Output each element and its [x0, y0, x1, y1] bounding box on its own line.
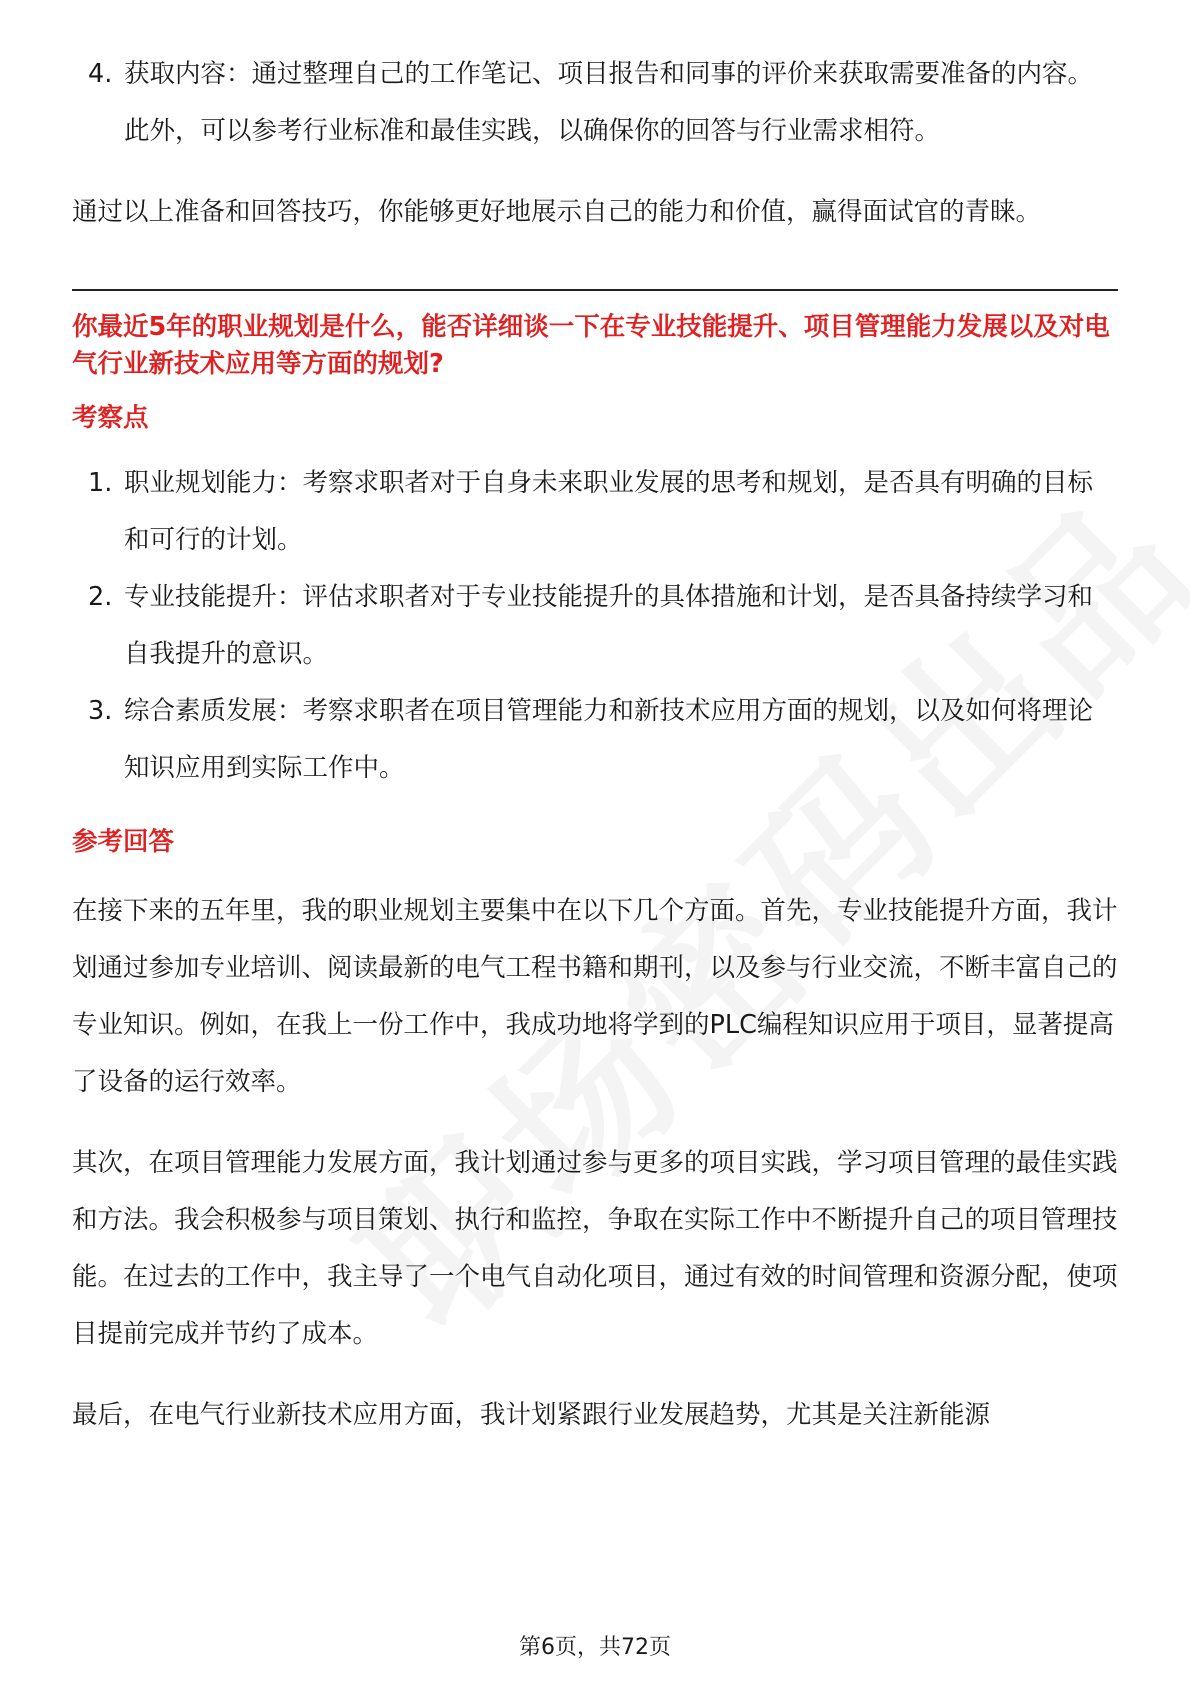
- list-item-number: 4.: [88, 59, 113, 89]
- answer-title: 参考回答: [72, 827, 175, 857]
- list-item-text: 专业技能提升：评估求职者对于专业技能提升的具体措施和计划，是否具备持续学习和自我提升的意识。: [124, 582, 1094, 669]
- intro-summary: 通过以上准备和回答技巧，你能够更好地展示自己的能力和价值，赢得面试官的青睐。: [72, 197, 1042, 227]
- answer-paragraph: 最后，在电气行业新技术应用方面，我计划紧跟行业发展趋势，尤其是关注新能源: [72, 1400, 991, 1430]
- list-item-text: 职业规划能力：考察求职者对于自身未来职业发展的思考和规划，是否具有明确的目标和可行的计划。: [124, 468, 1094, 555]
- list-item-number: 2.: [88, 582, 113, 612]
- focus-list: [72, 455, 1118, 797]
- list-item: [72, 46, 1118, 160]
- list-item-number: 1.: [88, 468, 113, 498]
- answer-paragraph: 在接下来的五年里，我的职业规划主要集中在以下几个方面。首先，专业技能提升方面，我计划通过参加专业培训、阅读最新的电气工程书籍和期刊，以及参与行业交流，不断丰富自己的专业知识。例如，在我上一份工作中，我成功地将学到的PLC编程知识应用于项目，显著提高了设备的运行效率。: [72, 896, 1118, 1097]
- list-item: [72, 569, 1118, 683]
- list-item: [72, 455, 1118, 569]
- list-item-text: 获取内容：通过整理自己的工作笔记、项目报告和同事的评价来获取需要准备的内容。此外，可以参考行业标准和最佳实践，以确保你的回答与行业需求相符。: [124, 59, 1094, 146]
- page-footer: 第6页，共72页: [519, 1635, 671, 1660]
- answer-paragraph: 其次，在项目管理能力发展方面，我计划通过参与更多的项目实践，学习项目管理的最佳实践和方法。我会积极参与项目策划、执行和监控，争取在实际工作中不断提升自己的项目管理技能。在过去的工作中，我主导了一个电气自动化项目，通过有效的时间管理和资源分配，使项目提前完成并节约了成本。: [72, 1148, 1118, 1349]
- focus-title: 考察点: [72, 403, 149, 433]
- question-heading: 你最近5年的职业规划是什么，能否详细谈一下在专业技能提升、项目管理能力发展以及对电气行业新技术应用等方面的规划?: [72, 312, 1110, 379]
- list-item-text: 综合素质发展：考察求职者在项目管理能力和新技术应用方面的规划，以及如何将理论知识应用到实际工作中。: [124, 696, 1094, 783]
- list-item-number: 3.: [88, 696, 113, 726]
- intro-list: [72, 46, 1118, 160]
- page-content: [72, 46, 1118, 1444]
- list-item: [72, 683, 1118, 797]
- section-divider: [72, 289, 1118, 291]
